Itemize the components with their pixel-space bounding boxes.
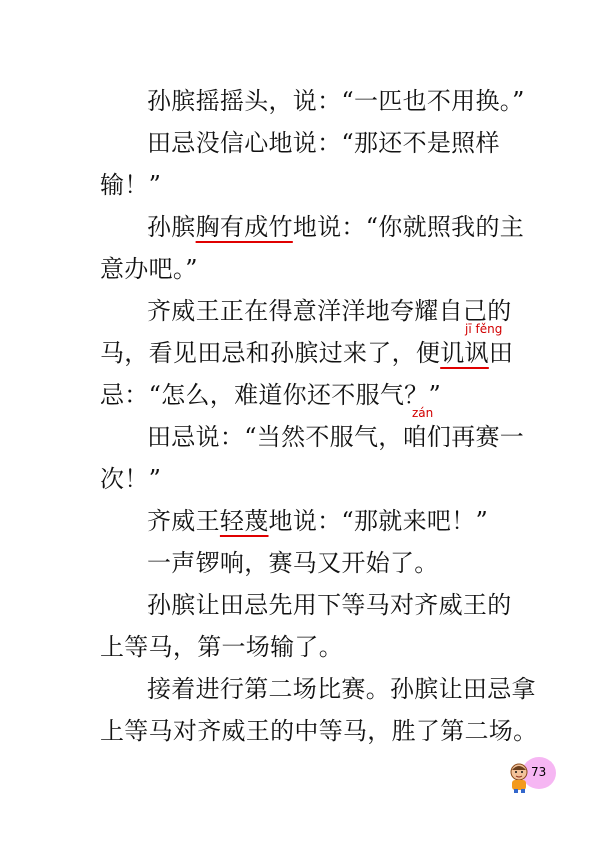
story-line bbox=[147, 422, 524, 452]
story-line: 田忌没信心地说：“那还不是照样 bbox=[147, 129, 500, 157]
pinyin-annotation: jī fěng bbox=[465, 322, 503, 336]
vocabulary-word: 胸有成竹 bbox=[195, 213, 293, 241]
story-text: 地说：“你就照我的主 bbox=[292, 213, 525, 241]
story-text: 地说：“那就来吧！” bbox=[268, 507, 489, 535]
story-line: 接着进行第二场比赛。孙膑让田忌拿 bbox=[147, 675, 536, 703]
story-line: 孙膑让田忌先用下等马对齐威王的 bbox=[147, 591, 512, 619]
story-line: 齐威王正在得意洋洋地夸耀自己的 bbox=[147, 297, 512, 325]
pinyin-annotation: zán bbox=[412, 406, 434, 420]
story-line bbox=[147, 506, 488, 536]
story-line: 上等马，第一场输了。 bbox=[100, 633, 343, 661]
story-line: 输！” bbox=[100, 171, 162, 199]
story-text: 齐威王 bbox=[147, 507, 220, 535]
story-line bbox=[147, 212, 524, 242]
story-text: 田忌说：“当然不服气， bbox=[147, 423, 403, 451]
story-line: 孙膑摇摇头，说：“一匹也不用换。” bbox=[147, 87, 525, 115]
story-text: 咱 bbox=[402, 423, 427, 451]
story-line: 意办吧。” bbox=[100, 255, 198, 283]
page-number-badge bbox=[508, 757, 556, 795]
story-line: 次！” bbox=[100, 465, 162, 493]
story-text: 马，看见田忌和孙膑过来了，便 bbox=[100, 339, 441, 367]
vocabulary-word: 轻蔑 bbox=[219, 507, 269, 535]
vocabulary-word: 讥讽 bbox=[440, 339, 489, 367]
story-text: 田 bbox=[488, 339, 514, 367]
story-line: 忌：“怎么，难道你还不服气？” bbox=[100, 381, 442, 409]
story-line: 上等马对齐威王的中等马，胜了第二场。 bbox=[100, 717, 538, 745]
story-text: 孙膑 bbox=[147, 213, 196, 241]
story-text: 们再赛一 bbox=[426, 423, 525, 451]
story-line: 一声锣响，赛马又开始了。 bbox=[147, 549, 439, 577]
cartoon-child-icon bbox=[508, 762, 532, 794]
story-line bbox=[100, 338, 513, 368]
page-number: 73 bbox=[531, 765, 547, 779]
